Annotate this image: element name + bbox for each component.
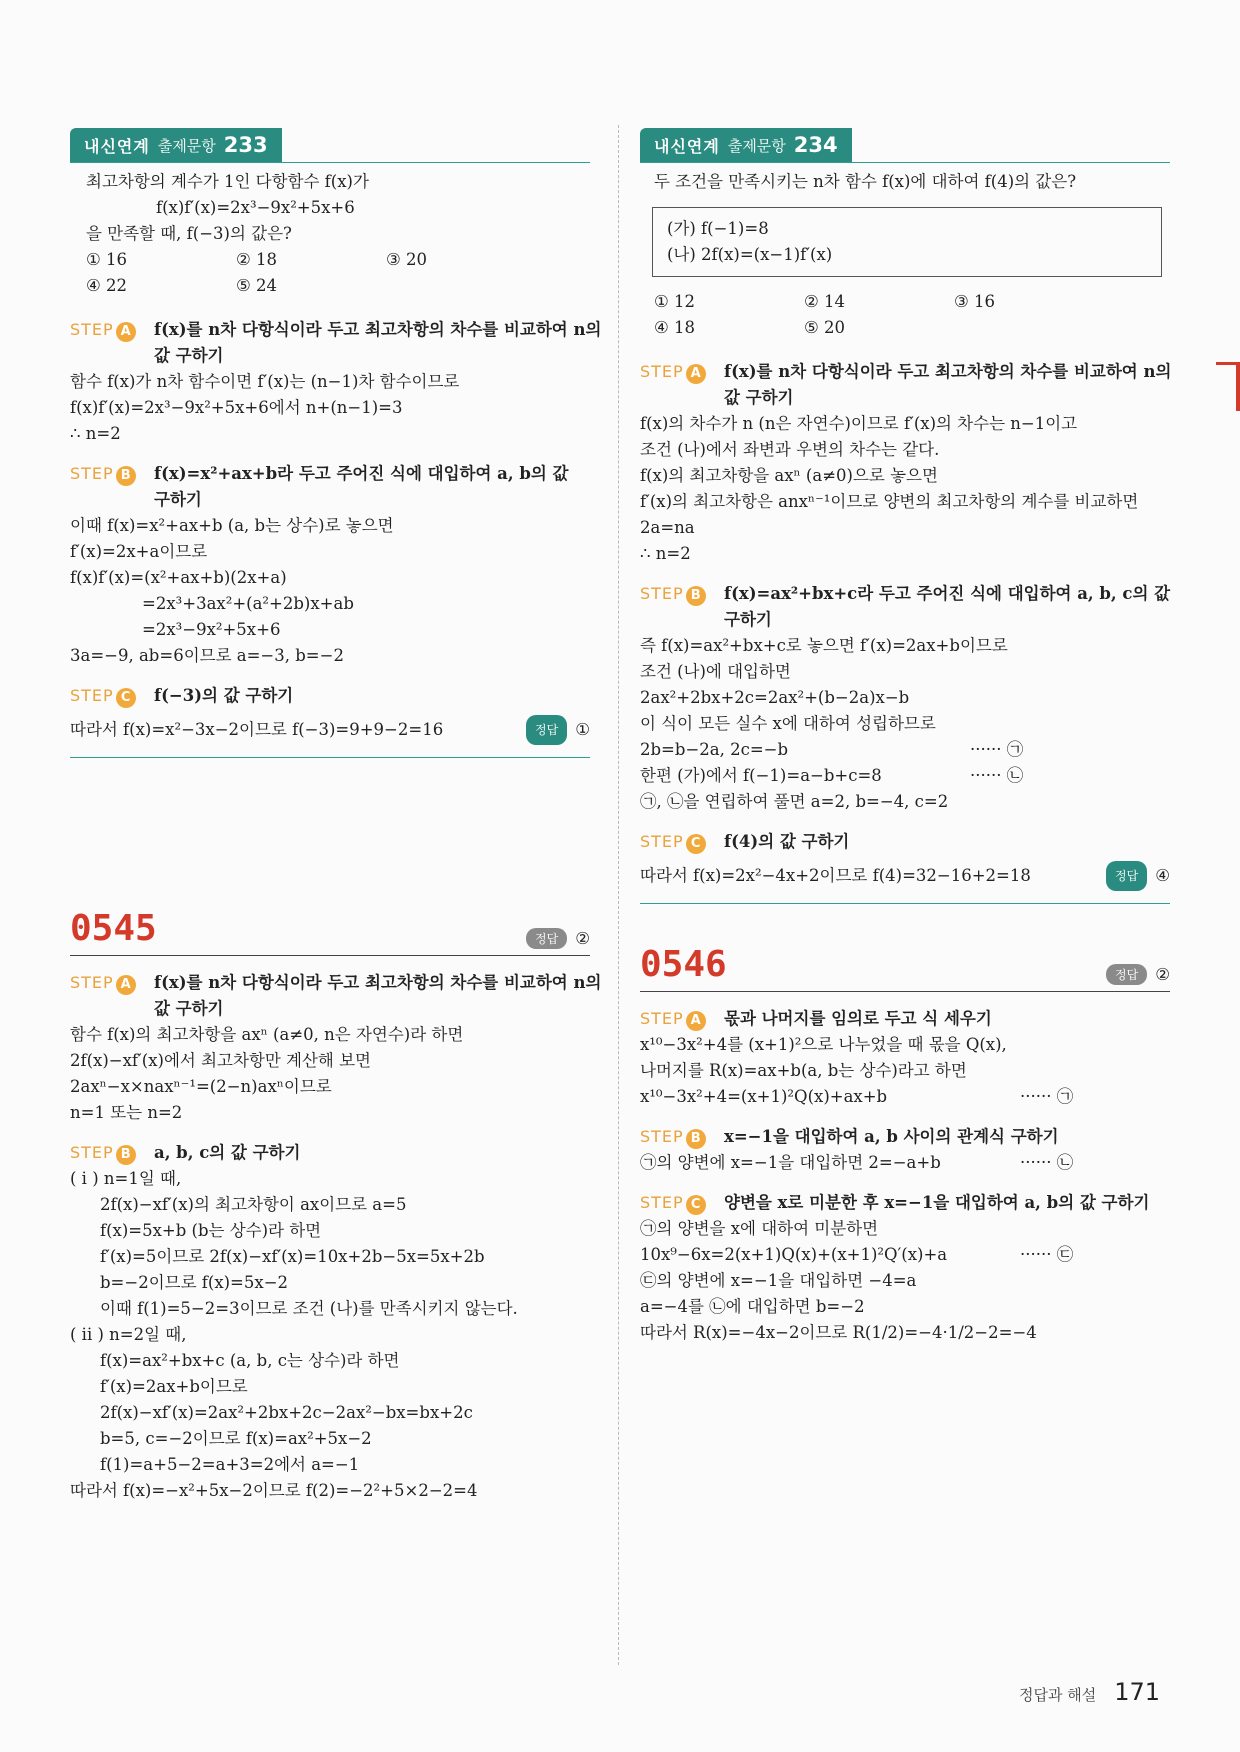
body-line: 이때 f(x)=x²+ax+b (a, b는 상수)로 놓으면 [70, 516, 394, 535]
step-a-tag: STEP A [70, 317, 154, 343]
step-b [70, 1140, 590, 1166]
tagged-line [640, 737, 1170, 763]
body-line: 함수 f(x)가 n차 함수이면 f′(x)는 (n−1)차 함수이므로 [70, 372, 460, 391]
step-title: f(x)=ax²+bx+c라 두고 주어진 식에 대입하여 a, b, c의 값 [724, 584, 1171, 603]
body-line: 함수 f(x)의 최고차항을 axⁿ (a≠0, n은 자연수)라 하면 [70, 1025, 464, 1044]
step-title: f(x)=x²+ax+b라 두고 주어진 식에 대입하여 a, b의 값 [154, 464, 569, 483]
case-label: ( ii ) n=2일 때, [70, 1325, 187, 1344]
column-divider [618, 125, 619, 1665]
step-title: f(x)를 n차 다항식이라 두고 최고차항의 차수를 비교하여 n의 [154, 973, 602, 992]
body-line: f(1)=a+5−2=a+3=2에서 a=−1 [100, 1455, 360, 1474]
step-a [70, 970, 602, 1022]
question-line: 두 조건을 만족시키는 n차 함수 f(x)에 대하여 f(4)의 값은? [654, 172, 1077, 191]
body-line: 이 식이 모든 실수 x에 대하여 성립하므로 [640, 714, 936, 733]
badge-label: 출제문항 [727, 136, 786, 155]
choice-2[interactable]: ② 14 [804, 292, 846, 311]
body-line: f′(x)=2ax+b이므로 [100, 1377, 248, 1396]
equation: ㉠의 양변에 x=−1을 대입하면 2=−a+b [640, 1153, 941, 1172]
answer-pill: 정답 [526, 715, 567, 745]
body-line: 3a=−9, ab=6이므로 a=−3, b=−2 [70, 646, 344, 665]
step-b-tag: STEP B [70, 461, 154, 487]
step-c-tag: STEP C [640, 1190, 724, 1216]
tagged-line [640, 763, 1170, 789]
step-c-tag: STEP C [70, 683, 154, 709]
step-a-tag: STEP A [640, 1006, 724, 1032]
body-line: 2f(x)−xf′(x)=2ax²+2bx+2c−2ax²−bx=bx+2c [100, 1403, 473, 1422]
badge-prefix: 내신연계 [84, 136, 150, 156]
equation-tag: ······ ㉡ [1020, 1153, 1074, 1172]
body-line: ∴ n=2 [70, 424, 121, 443]
condition-na: (나) 2f(x)=(x−1)f′(x) [667, 245, 833, 264]
answer-tag [1106, 964, 1170, 985]
body-line: 2f(x)−xf′(x)의 최고차항이 ax이므로 a=5 [100, 1195, 407, 1214]
body-line: 2axⁿ−x×naxⁿ⁻¹=(2−n)axⁿ이므로 [70, 1077, 332, 1096]
problem-233-question [70, 169, 590, 299]
choice-3[interactable]: ③ 16 [954, 292, 996, 311]
equation: x¹⁰−3x²+4=(x+1)²Q(x)+ax+b [640, 1087, 888, 1106]
question-line: 을 만족할 때, f(−3)의 값은? [86, 224, 292, 243]
body-line: f(x)=ax²+bx+c (a, b, c는 상수)라 하면 [100, 1351, 400, 1370]
choices [640, 289, 1170, 341]
problem-0545-header [70, 908, 590, 956]
body-line: 2ax²+2bx+2c=2ax²+(b−2a)x−b [640, 688, 910, 707]
choice-row [654, 289, 1170, 315]
body-line: 따라서 f(x)=2x²−4x+2이므로 f(4)=32−16+2=18 [640, 866, 1031, 886]
choice-2[interactable]: ② 18 [236, 250, 278, 269]
page-number: 171 [1114, 1678, 1160, 1706]
step-title: f(x)를 n차 다항식이라 두고 최고차항의 차수를 비교하여 n의 [154, 320, 602, 339]
step-c [640, 1190, 1170, 1216]
step-a [640, 1006, 1170, 1032]
body-line: 나머지를 R(x)=ax+b(a, b는 상수)라고 하면 [640, 1061, 967, 1080]
step-c-tag: STEP C [640, 829, 724, 855]
badge-number: 233 [223, 133, 268, 157]
body-line: f′(x)=5이므로 2f(x)−xf′(x)=10x+2b−5x=5x+2b [100, 1247, 485, 1266]
body-line: x¹⁰−3x²+4를 (x+1)²으로 나누었을 때 몫을 Q(x), [640, 1035, 1007, 1054]
choice-1[interactable]: ① 12 [654, 292, 696, 311]
step-c [640, 829, 1170, 855]
step-title: 몫과 나머지를 임의로 두고 식 세우기 [724, 1009, 992, 1028]
body-line: =2x³−9x²+5x+6 [142, 620, 281, 639]
body-line: f(x)f′(x)=(x²+ax+b)(2x+a) [70, 568, 287, 587]
step-title: 구하기 [154, 490, 202, 509]
body-line: =2x³+3ax²+(a²+2b)x+ab [142, 594, 354, 613]
badge-number: 234 [793, 133, 838, 157]
step-c [70, 683, 590, 709]
problem-number: 0545 [70, 908, 157, 949]
tagged-line [640, 1084, 1170, 1110]
question-line: 최고차항의 계수가 1인 다항함수 f(x)가 [86, 172, 369, 191]
step-b [70, 461, 590, 513]
body-line: 따라서 R(x)=−4x−2이므로 R(1/2)=−4·1/2−2=−4 [640, 1323, 1037, 1342]
problem-233-badge [70, 128, 590, 163]
step-title: 값 구하기 [154, 346, 224, 365]
step-c-body [640, 861, 1170, 891]
step-a-tag: STEP A [70, 970, 154, 996]
case-label: ( i ) n=1일 때, [70, 1169, 182, 1188]
equation: 2b=b−2a, 2c=−b [640, 740, 789, 759]
equation-tag: ······ ㉡ [970, 766, 1024, 785]
step-title: x=−1을 대입하여 a, b 사이의 관계식 구하기 [724, 1127, 1059, 1146]
body-line: b=−2이므로 f(x)=5x−2 [100, 1273, 289, 1292]
body-line: n=1 또는 n=2 [70, 1103, 183, 1122]
condition-box [652, 207, 1162, 277]
step-a-body [640, 1032, 1170, 1110]
step-title: f(−3)의 값 구하기 [154, 686, 294, 705]
tagged-line [640, 1150, 1170, 1176]
body-line: a=−4를 ㉡에 대입하면 b=−2 [640, 1297, 865, 1316]
final-line: 따라서 f(x)=−x²+5x−2이므로 f(2)=−2²+5×2−2=4 [70, 1481, 478, 1500]
body-line: ∴ n=2 [640, 544, 691, 563]
choice-5[interactable]: ⑤ 20 [804, 318, 846, 337]
choice-4[interactable]: ④ 22 [86, 276, 128, 295]
problem-234-badge [640, 128, 1170, 163]
tagged-line [640, 1242, 1170, 1268]
equation-tag: ······ ㉠ [970, 740, 1024, 759]
problem-234-question [640, 169, 1170, 195]
step-a [70, 317, 602, 369]
step-b-body [70, 1166, 590, 1504]
step-title: f(4)의 값 구하기 [724, 832, 850, 851]
body-line: 이때 f(1)=5−2=3이므로 조건 (나)를 만족시키지 않는다. [100, 1299, 518, 1318]
choice-5[interactable]: ⑤ 24 [236, 276, 278, 295]
choice-1[interactable]: ① 16 [86, 250, 128, 269]
step-b-tag: STEP B [70, 1140, 154, 1166]
choice-row [654, 315, 1170, 341]
answer-tag [1106, 861, 1170, 891]
step-a-body [640, 411, 1170, 567]
answer-tag [526, 715, 590, 745]
step-title: 값 구하기 [724, 388, 794, 407]
page-edge-tab [1216, 362, 1240, 411]
badge-label: 출제문항 [157, 136, 216, 155]
step-b-body [70, 513, 590, 669]
step-title: 값 구하기 [154, 999, 224, 1018]
step-a-body [70, 1022, 590, 1126]
body-line: f′(x)의 최고차항은 anxⁿ⁻¹이므로 양변의 최고차항의 계수를 비교하면 [640, 492, 1139, 511]
body-line: f(x)의 차수가 n (n은 자연수)이므로 f′(x)의 차수는 n−1이고 [640, 414, 1078, 433]
step-a-body [70, 369, 590, 447]
step-c-body [70, 715, 590, 745]
step-b [640, 1124, 1170, 1150]
step-b [640, 581, 1170, 633]
body-line: f(x)=5x+b (b는 상수)라 하면 [100, 1221, 322, 1240]
answer-value: ② [575, 929, 590, 948]
body-line: f(x)f′(x)=2x³−9x²+5x+6에서 n+(n−1)=3 [70, 398, 403, 417]
body-line: 따라서 f(x)=x²−3x−2이므로 f(−3)=9+9−2=16 [70, 720, 444, 740]
body-line: 2f(x)−xf′(x)에서 최고차항만 계산해 보면 [70, 1051, 371, 1070]
answer-value: ② [1155, 965, 1170, 984]
choice-row [86, 247, 590, 273]
answer-tag [526, 928, 590, 949]
step-title: 양변을 x로 미분한 후 x=−1을 대입하여 a, b의 값 구하기 [724, 1193, 1150, 1212]
body-line: ㉠, ㉡을 연립하여 풀면 a=2, b=−4, c=2 [640, 792, 949, 811]
section-divider [70, 757, 590, 758]
question-equation: f(x)f′(x)=2x³−9x²+5x+6 [156, 198, 355, 217]
equation-tag: ······ ㉢ [1020, 1245, 1074, 1264]
step-b-body [640, 633, 1170, 815]
step-title: 구하기 [724, 610, 772, 629]
body-line: f(x)의 최고차항을 axⁿ (a≠0)으로 놓으면 [640, 466, 938, 485]
page-footer [1019, 1678, 1160, 1706]
answer-value: ① [575, 720, 590, 739]
equation: 10x⁹−6x=2(x+1)Q(x)+(x+1)²Q′(x)+a [640, 1245, 948, 1264]
equation-tag: ······ ㉠ [1020, 1087, 1074, 1106]
left-column [70, 128, 602, 1504]
section-divider [640, 903, 1170, 904]
body-line: 조건 (나)에 대입하면 [640, 662, 791, 681]
condition-ga: (가) f(−1)=8 [667, 219, 769, 238]
body-line: ㉠의 양변을 x에 대하여 미분하면 [640, 1219, 879, 1238]
problem-number: 0546 [640, 944, 727, 985]
choice-4[interactable]: ④ 18 [654, 318, 696, 337]
body-line: f′(x)=2x+a이므로 [70, 542, 208, 561]
body-line: 조건 (나)에서 좌변과 우변의 차수는 같다. [640, 440, 940, 459]
step-b-tag: STEP B [640, 1124, 724, 1150]
step-title: a, b, c의 값 구하기 [154, 1143, 301, 1162]
step-a-tag: STEP A [640, 359, 724, 385]
choice-row [86, 273, 590, 299]
problem-0546-header [640, 944, 1170, 992]
step-c-body [640, 1216, 1170, 1346]
step-title: f(x)를 n차 다항식이라 두고 최고차항의 차수를 비교하여 n의 [724, 362, 1172, 381]
right-column [640, 128, 1170, 1346]
equation: 한편 (가)에서 f(−1)=a−b+c=8 [640, 766, 882, 785]
answer-value: ④ [1155, 866, 1170, 885]
badge-prefix: 내신연계 [654, 136, 720, 156]
step-a [640, 359, 1170, 411]
step-b-tag: STEP B [640, 581, 724, 607]
body-line: 즉 f(x)=ax²+bx+c로 놓으면 f′(x)=2ax+b이므로 [640, 636, 1008, 655]
answer-pill: 정답 [1106, 964, 1147, 985]
answer-pill: 정답 [1106, 861, 1147, 891]
answer-pill: 정답 [526, 928, 567, 949]
footer-label: 정답과 해설 [1018, 1686, 1097, 1704]
body-line: 2a=na [640, 518, 695, 537]
choice-3[interactable]: ③ 20 [386, 250, 428, 269]
body-line: b=5, c=−2이므로 f(x)=ax²+5x−2 [100, 1429, 372, 1448]
body-line: ㉢의 양변에 x=−1을 대입하면 −4=a [640, 1271, 917, 1290]
